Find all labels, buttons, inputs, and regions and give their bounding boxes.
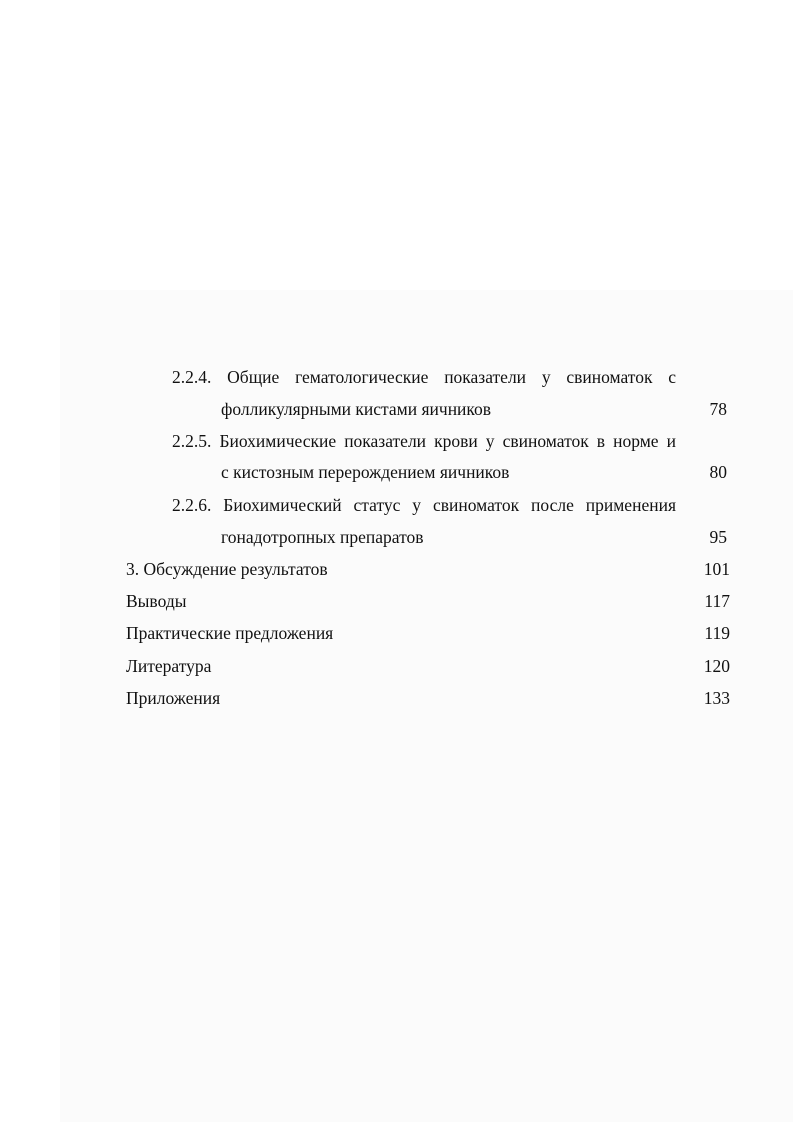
toc-entry-2-2-4-page: 78 xyxy=(709,399,727,419)
toc-entry-recommendations-page: 119 xyxy=(704,623,730,643)
toc-entry-literature-page: 120 xyxy=(703,656,730,676)
toc-entry-2-2-6-line-1: 2.2.6. Биохимический статус у свиноматок после применения xyxy=(172,495,676,515)
toc-entry-literature-title: Литература xyxy=(126,656,212,676)
toc-entry-discussion-title: 3. Обсуждение результатов xyxy=(126,559,328,579)
toc-entry-2-2-4-line-1: 2.2.4. Общие гематологические показатели у свиноматок с xyxy=(172,367,676,387)
toc-entry-conclusions-page: 117 xyxy=(704,591,730,611)
toc-entry-2-2-4-line-2: фолликулярными кистами яичников xyxy=(221,399,492,419)
toc-entry-recommendations-title: Практические предложения xyxy=(126,623,334,643)
toc-entry-2-2-6-page: 95 xyxy=(709,527,727,547)
toc-entry-discussion-page: 101 xyxy=(703,559,730,579)
toc-entry-2-2-5-page: 80 xyxy=(709,462,727,482)
toc-entry-appendices-page: 133 xyxy=(703,688,730,708)
toc-entry-2-2-5-line-1: 2.2.5. Биохимические показатели крови у свиноматок в норме и xyxy=(172,431,676,451)
toc-entry-appendices-title: Приложения xyxy=(126,688,221,708)
toc-entry-conclusions-title: Выводы xyxy=(126,591,187,611)
toc-entry-2-2-5-line-2: с кистозным перерождением яичников xyxy=(221,462,510,482)
toc-entry-2-2-6-line-2: гонадотропных препаратов xyxy=(221,527,424,547)
